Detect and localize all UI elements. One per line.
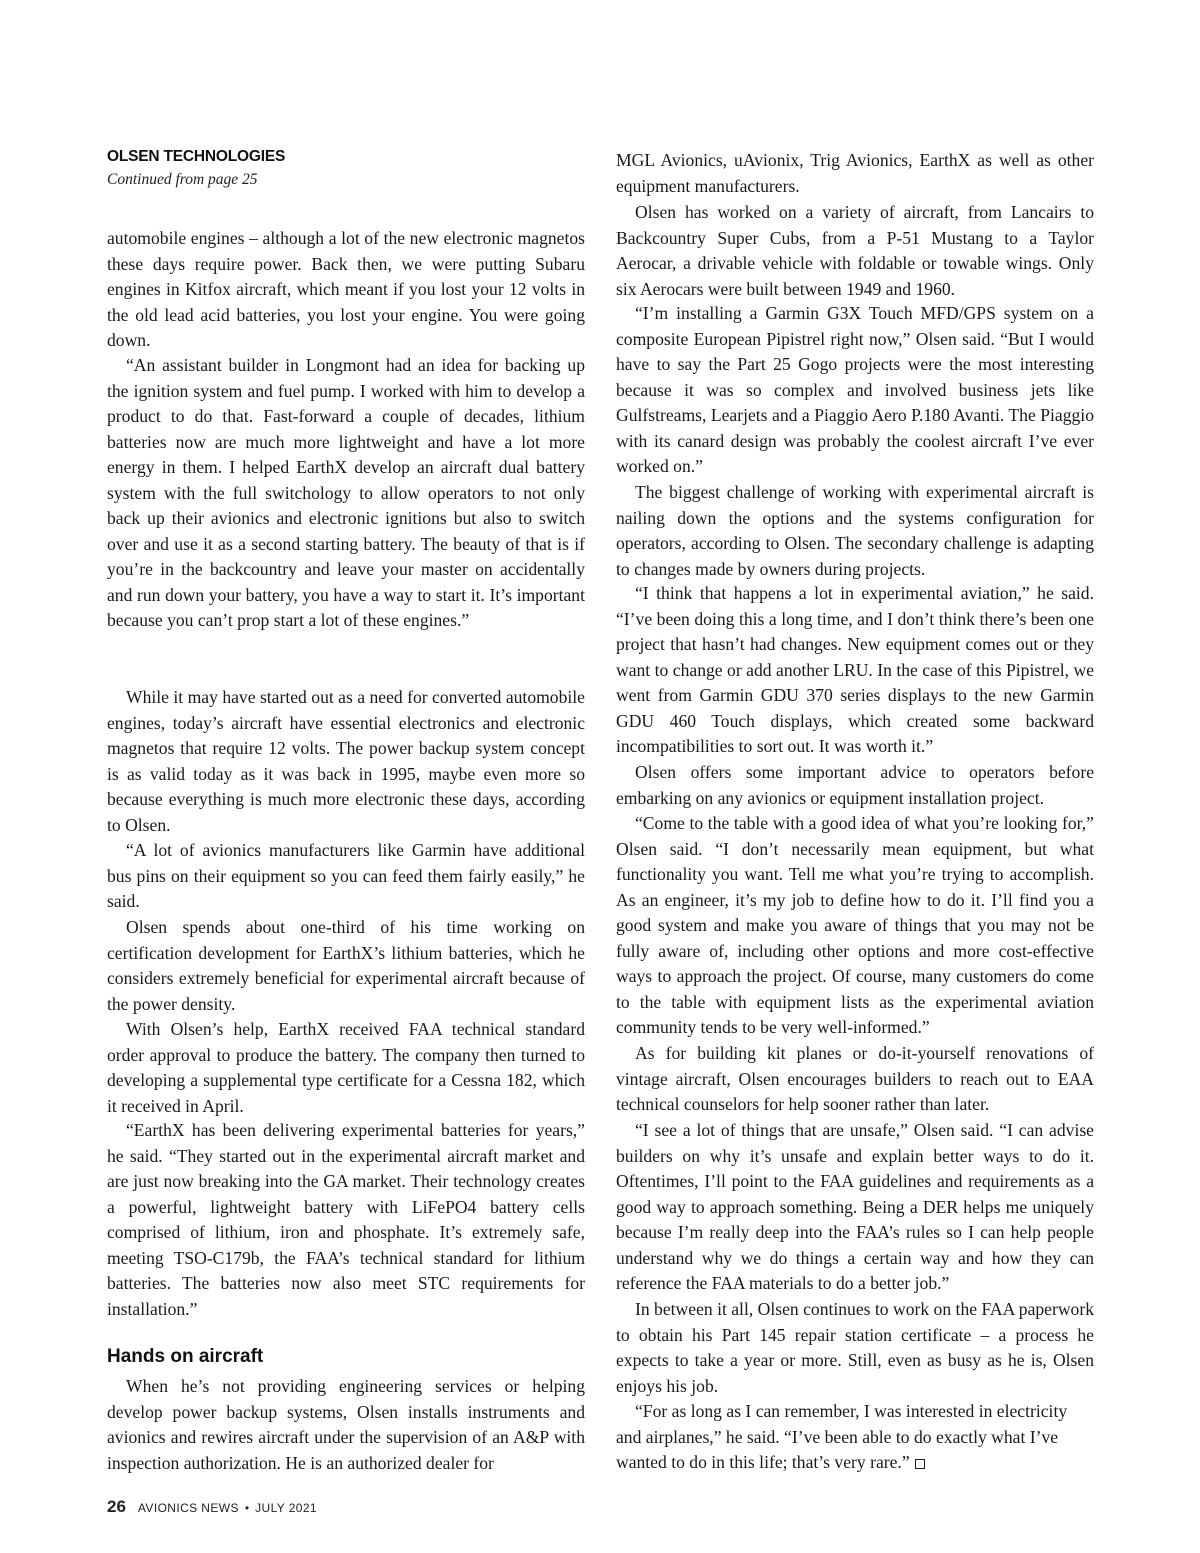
- paragraph: “Come to the table with a good idea of what you’re looking for,” Olsen said. “I don’t necessarily mean equipment, but what functionality you want. Tell me what you’re trying to accomplish. As an engineer, it’s my job to define how to do it. I’ll find you a good system and make you aware of things that you may not be fully aware of, including other options and more cost-effective ways to approach the project. Of course, many customers do come to the table with equipment lists as the experimental aviation community tends to be very well-informed.”: [616, 813, 1094, 1037]
- section-label: OLSEN TECHNOLOGIES: [107, 148, 286, 165]
- paragraph: “I think that happens a lot in experimental aviation,” he said. “I’ve been doing this a long time, and I don’t think there’s been one project that hasn’t had changes. New equipment comes out or they want to change or add another LRU. In the case of this Pipistrel, we went from Garmin GDU 370 series displays to the new Garmin GDU 460 Touch displays, which created some backward incompatibilities to sort out. It was worth it.”: [616, 583, 1094, 756]
- section-subhead: Hands on aircraft: [107, 1346, 264, 1367]
- publication-name: AVIONICS NEWS: [137, 1501, 239, 1515]
- paragraph: When he’s not providing engineering services or helping develop power backup systems, Olsen installs instruments and avionics and rewires aircraft under the supervision of an A&P with inspection authorization. He is an authorized dealer for: [107, 1376, 585, 1473]
- end-mark-icon: [915, 1459, 925, 1469]
- footer-bullet: •: [244, 1501, 250, 1515]
- paragraph: Olsen has worked on a variety of aircraft, from Lancairs to Backcountry Super Cubs, from a P-51 Mustang to a Taylor Aerocar, a drivable vehicle with foldable or towable wings. Only six Aerocars were built between 1949 and 1960.: [616, 202, 1094, 299]
- paragraph: “EarthX has been delivering experimental batteries for years,” he said. “They started out in the experimental aircraft market and are just now breaking into the GA market. Their technology creates a powerful, lightweight battery with LiFePO4 battery cells comprised of lithium, iron and phosphate. It’s extremely safe, meeting TSO-C179b, the FAA’s technical standard for lithium batteries. The batteries now also meet STC requirements for installation.”: [107, 1120, 585, 1319]
- paragraph: The biggest challenge of working with experimental aircraft is nailing down the options and the systems configuration for operators, according to Olsen. The secondary challenge is adapting to changes made by owners during projects.: [616, 482, 1094, 579]
- page-footer: [107, 1497, 317, 1517]
- paragraph: While it may have started out as a need for converted automobile engines, today’s aircraft have essential electronics and electronic magnetos that require 12 volts. The power backup system concept is as valid today as it was back in 1995, maybe even more so because everything is much more electronic these days, according to Olsen.: [107, 687, 585, 835]
- issue-date: JULY 2021: [255, 1501, 317, 1515]
- paragraph: As for building kit planes or do-it-yourself renovations of vintage aircraft, Olsen encourages builders to reach out to EAA technical counselors for help sooner rather than later.: [616, 1043, 1094, 1114]
- page-number: 26: [107, 1497, 126, 1516]
- paragraph: “A lot of avionics manufacturers like Garmin have additional bus pins on their equipment so you can feed them fairly easily,” he said.: [107, 840, 585, 911]
- paragraph: “I see a lot of things that are unsafe,” Olsen said. “I can advise builders on why it’s unsafe and explain better ways to do it. Oftentimes, I’ll point to the FAA guidelines and requirements as a good way to approach something. Being a DER helps me uniquely because I’m really deep into the FAA’s rules so I can help people understand why we do things a certain way and how they can reference the FAA materials to do a better job.”: [616, 1120, 1094, 1293]
- final-paragraph-text: “For as long as I can remember, I was interested in electricity and airplanes,” he said. “I’ve been able to do exactly what I’ve wanted to do in this life; that’s very rare.”: [616, 1401, 1068, 1472]
- paragraph: In between it all, Olsen continues to work on the FAA paperwork to obtain his Part 145 repair station certificate – a process he expects to take a year or more. Still, even as busy as he is, Olsen enjoys his job.: [616, 1299, 1094, 1396]
- paragraph: [616, 1399, 1094, 1476]
- paragraph: Olsen offers some important advice to operators before embarking on any avionics or equipment installation project.: [616, 762, 1094, 808]
- paragraph: MGL Avionics, uAvionix, Trig Avionics, EarthX as well as other equipment manufacturers.: [616, 150, 1094, 196]
- paragraph: Olsen spends about one-third of his time working on certification development for EarthX’s lithium batteries, which he considers extremely beneficial for experimental aircraft because of the power density.: [107, 917, 585, 1014]
- paragraph: “An assistant builder in Longmont had an idea for backing up the ignition system and fuel pump. I worked with him to develop a product to do that. Fast-forward a couple of decades, lithium batteries now are much more lightweight and have a lot more energy in them. I helped EarthX develop an aircraft dual battery system with the full switchology to allow operators to not only back up their avionics and electronic ignitions but also to switch over and use it as a second starting battery. The beauty of that is if you’re in the backcountry and leave your master on accidentally and run down your battery, you have a way to start it. It’s important because you can’t prop start a lot of these engines.”: [107, 355, 585, 630]
- continued-note: Continued from page 25: [107, 171, 258, 188]
- paragraph: “I’m installing a Garmin G3X Touch MFD/GPS system on a composite European Pipistrel right now,” Olsen said. “But I would have to say the Part 25 Gogo projects were the most interesting because it was so complex and involved business jets like Gulfstreams, Learjets and a Piaggio Aero P.180 Avanti. The Piaggio with its canard design was probably the coolest aircraft I’ve ever worked on.”: [616, 303, 1094, 476]
- paragraph: automobile engines – although a lot of the new electronic magnetos these days require power. Back then, we were putting Subaru engines in Kitfox aircraft, which meant if you lost your 12 volts in the old lead acid batteries, you lost your engine. You were going down.: [107, 228, 585, 350]
- paragraph: With Olsen’s help, EarthX received FAA technical standard order approval to produce the battery. The company then turned to developing a supplemental type certificate for a Cessna 182, which it received in April.: [107, 1019, 585, 1116]
